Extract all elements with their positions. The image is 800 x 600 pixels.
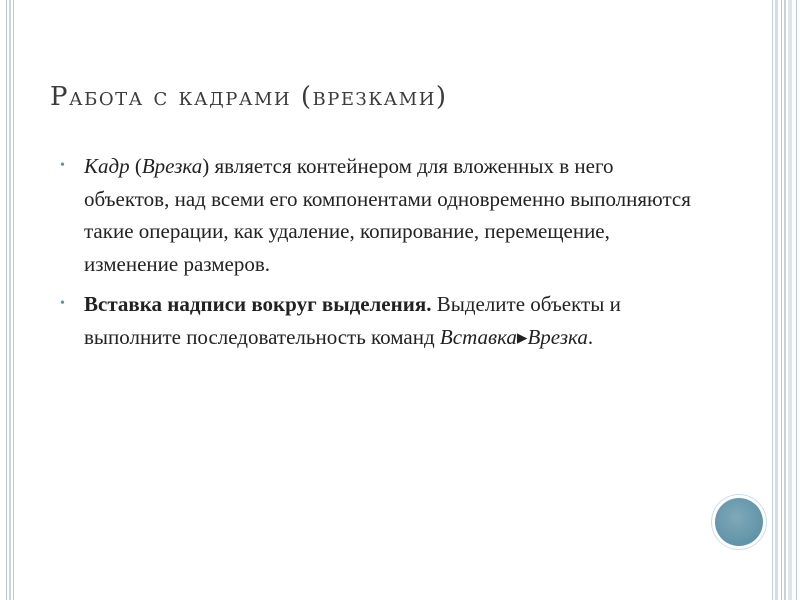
- left-border-line: [6, 0, 7, 600]
- decorative-circle: [715, 498, 763, 546]
- right-border-line: [796, 0, 797, 600]
- bullet-item: [60, 150, 700, 280]
- right-border-line: [775, 0, 778, 600]
- term-insert: Врезка: [141, 154, 203, 178]
- text-fragment: Выделите объекты и выполните последовательность команд: [84, 292, 621, 349]
- left-border-line: [13, 0, 14, 600]
- text-fragment: .: [587, 324, 594, 349]
- text-fragment: (: [129, 154, 142, 178]
- bullet-list: [60, 150, 700, 361]
- right-border-line: [781, 0, 782, 600]
- slide-title: Работа с кадрами (врезками): [50, 82, 448, 112]
- arrow-icon: ▸: [516, 324, 528, 349]
- bullet-item: [60, 288, 700, 353]
- right-border-line: [788, 0, 792, 600]
- right-border-line: [784, 0, 786, 600]
- command-frame: Врезка: [527, 324, 588, 349]
- text-fragment: ) является контейнером для вложенных в него объектов, над всеми его компонентами одновременно выполняются такие операции, как удаление, копирование, перемещение, изменение размеров.: [84, 154, 691, 276]
- right-border-line: [772, 0, 773, 600]
- left-border-line: [9, 0, 11, 600]
- term-frame: Кадр: [84, 154, 130, 178]
- command-insert: Вставка: [439, 324, 517, 349]
- bullet-dot-icon: •: [60, 158, 65, 173]
- bullet-dot-icon: •: [60, 296, 65, 311]
- bold-heading: Вставка надписи вокруг выделения.: [84, 292, 432, 316]
